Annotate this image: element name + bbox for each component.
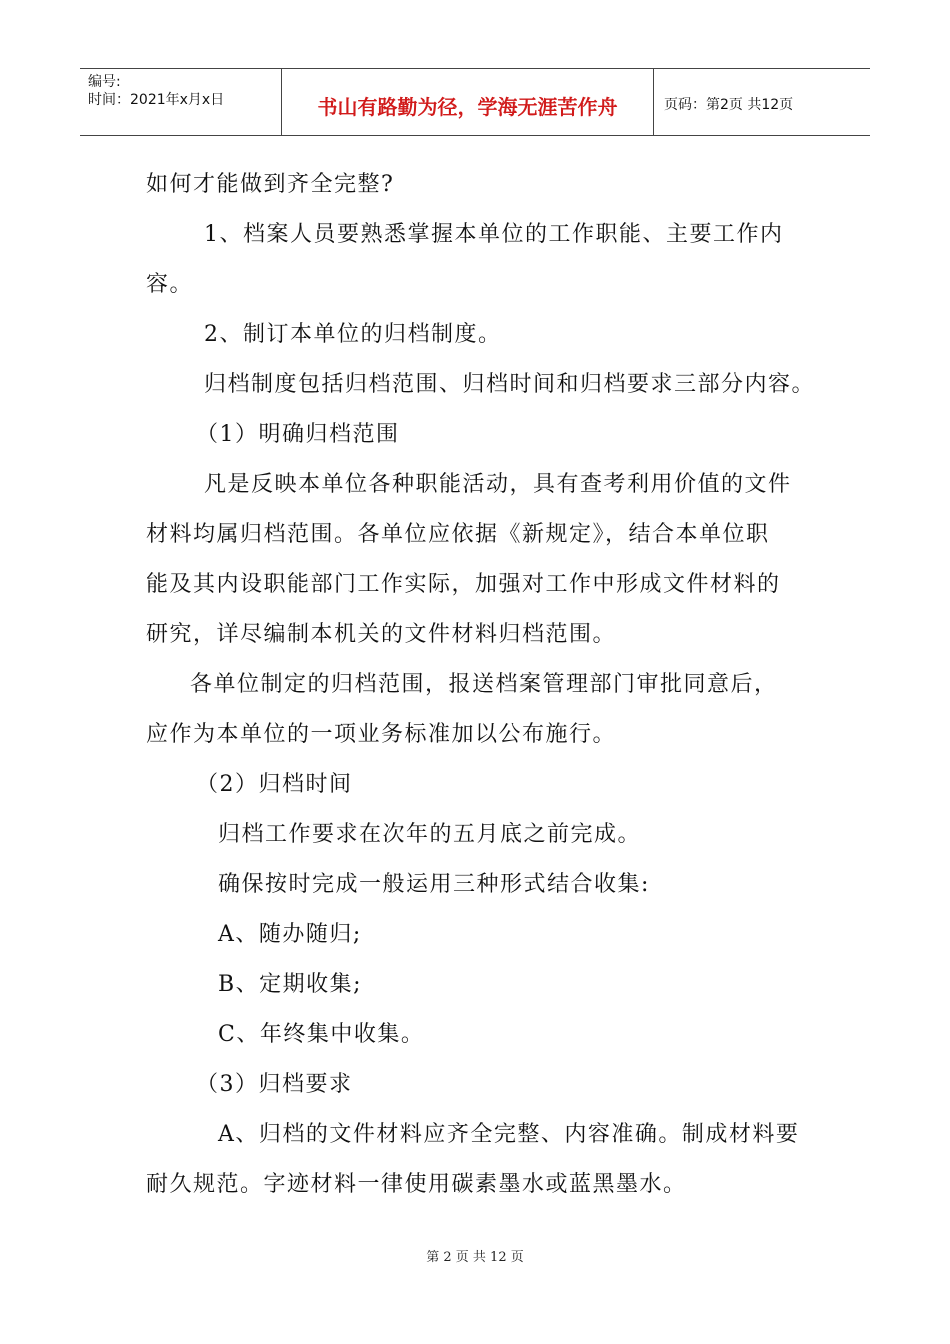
body-line-6: （1）明确归档范围 [196,422,400,447]
body-line-5: 归档制度包括归档范围、归档时间和归档要求三部分内容。 [204,372,816,397]
body-line-20: A、归档的文件材料应齐全完整、内容准确。制成材料要 [218,1122,800,1147]
body-line-19: （3）归档要求 [196,1072,353,1097]
header-page-cell [654,69,870,135]
body-line-14: 归档工作要求在次年的五月底之前完成。 [218,822,642,847]
body-line-9: 能及其内设职能部门工作实际，加强对工作中形成文件材料的 [146,572,781,597]
body-line-11: 各单位制定的归档范围，报送档案管理部门审批同意后， [190,672,778,697]
header-meta-cell [80,69,282,135]
body-line-17: B、定期收集; [218,972,363,997]
motto-text: 书山有路勤为径，学海无涯苦作舟 [317,95,618,119]
body-line-12: 应作为本单位的一项业务标准加以公布施行。 [146,722,617,747]
date-label: 时间：2021年x月x日 [88,92,225,108]
body-line-21: 耐久规范。字迹材料一律使用碳素墨水或蓝黑墨水。 [146,1172,687,1197]
body-line-8: 材料均属归档范围。各单位应依据《新规定》，结合本单位职 [146,522,770,547]
body-line-13: （2）归档时间 [196,772,353,797]
body-line-3: 容。 [146,272,194,297]
header-motto-cell [282,69,654,135]
body-line-7: 凡是反映本单位各种职能活动，具有查考利用价值的文件 [204,472,792,497]
body-line-4: 2、制订本单位的归档制度。 [204,322,502,347]
body-line-2: 1、档案人员要熟悉掌握本单位的工作职能、主要工作内 [204,222,784,247]
body-line-18: C、年终集中收集。 [218,1022,425,1047]
body-line-16: A、随办随归; [218,922,362,947]
body-line-10: 研究，详尽编制本机关的文件材料归档范围。 [146,622,617,647]
page-footer: 第 2 页 共 12 页 [426,1250,524,1265]
document-header [80,68,870,136]
body-line-15: 确保按时完成一般运用三种形式结合收集: [218,872,650,897]
body-line-1: 如何才能做到齐全完整? [146,172,395,197]
header-page-info: 页码：第2页 共12页 [664,97,794,113]
serial-number-label: 编号: [88,74,121,90]
